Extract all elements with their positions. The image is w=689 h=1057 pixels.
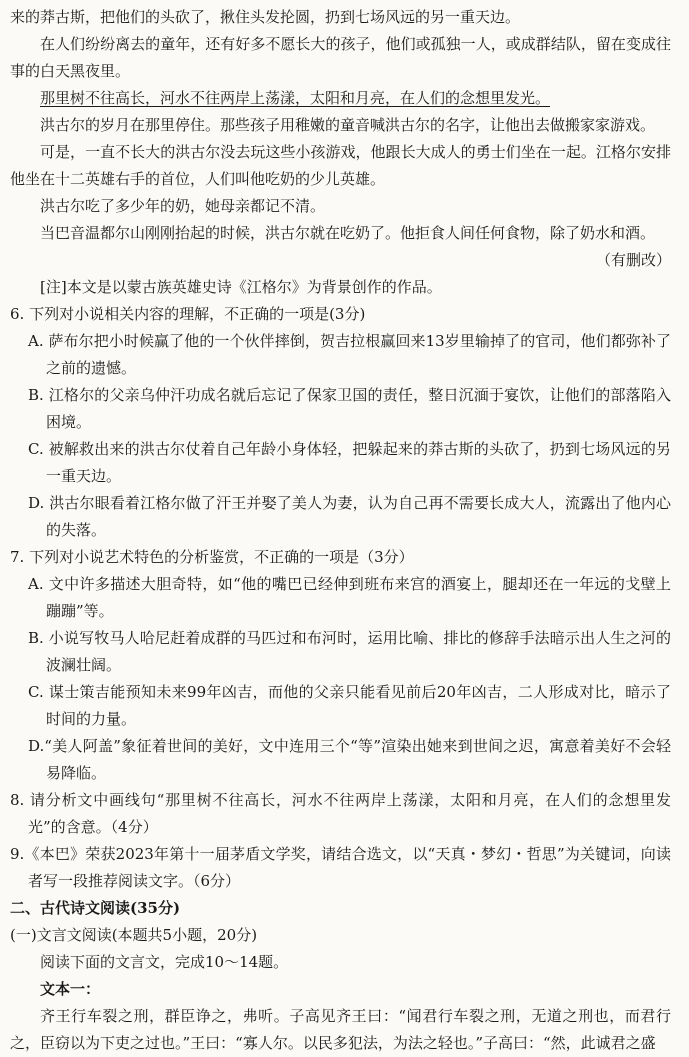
section-instruction: 阅读下面的文言文，完成10～14题。	[40, 953, 289, 971]
underlined-text: 那里树不往高长，河水不往两岸上荡漾，太阳和月亮，在人们的念想里发光。	[40, 89, 551, 107]
question-6-option-d: D. 洪古尔眼看着江格尔做了汗王并娶了美人为妻，认为自己再不需要长成大人，流露出了他内心的失落。	[28, 494, 671, 539]
annotation: [注]本文是以蒙古族英雄史诗《江格尔》为背景创作的作品。	[40, 278, 442, 296]
text-label: 文本一：	[40, 980, 101, 998]
passage-paragraph-1: 来的莽古斯，把他们的头砍了，揪住头发抡圆，扔到七场风远的另一重天边。	[10, 8, 521, 26]
question-7-option-b: B. 小说写牧马人哈尼赶着成群的马匹过和布河时，运用比喻、排比的修辞手法暗示出人生之河的波澜壮阔。	[28, 629, 671, 674]
passage-paragraph-7: 当巴音温都尔山刚刚抬起的时候，洪古尔就在吃奶了。他拒食人间任何食物，除了奶水和酒。	[40, 224, 656, 242]
section-subtitle: (一)文言文阅读(本题共5小题，20分)	[10, 926, 258, 944]
passage-paragraph-2: 在人们纷纷离去的童年，还有好多不愿长大的孩子，他们或孤独一人，或成群结队，留在变成往事的白天黑夜里。	[10, 35, 671, 80]
question-6-stem: 6. 下列对小说相关内容的理解，不正确的一项是(3分)	[10, 305, 366, 323]
question-6-option-b: B. 江格尔的父亲乌仲汗功成名就后忘记了保家卫国的责任，整日沉湎于宴饮，让他们的部落陷入困境。	[28, 386, 671, 431]
question-7-stem: 7. 下列对小说艺术特色的分析鉴赏，不正确的一项是（3分）	[10, 548, 414, 566]
question-9-stem: 9.《本巴》荣获2023年第十一届茅盾文学奖，请结合选文，以“天真・梦幻・哲思”为关键词，向读者写一段推荐阅读文字。（6分）	[10, 845, 671, 890]
underlined-sentence	[10, 85, 671, 112]
section-title: 二、古代诗文阅读(35分)	[10, 899, 181, 917]
source-note: （有删改）	[595, 251, 671, 269]
question-7-option-d: D.“美人阿盖”象征着世间的美好，文中连用三个“等”渲染出她来到世间之迟，寓意着美好不会轻易降临。	[28, 737, 671, 782]
question-7-option-a: A. 文中许多描述大胆奇特，如“他的嘴巴已经伸到班布来宫的酒宴上，腿却还在一年远的戈壁上蹦蹦”等。	[28, 575, 671, 620]
passage-paragraph-6: 洪古尔吃了多少年的奶，她母亲都记不清。	[40, 197, 326, 215]
passage-paragraph-5: 可是，一直不长大的洪古尔没去玩这些小孩游戏，他跟长大成人的勇士们坐在一起。江格尔安排他坐在十二英雄右手的首位，人们叫他吃奶的少儿英雄。	[10, 143, 671, 188]
classical-text: 齐王行车裂之刑，群臣诤之，弗听。子高见齐王曰：“闻君行车裂之刑，无道之刑也，而君行之，臣窃以为下吏之过也。”王曰：“寡人尔。以民多犯法，为法之轻也。”子高曰：“然，此诚君之盛	[10, 1007, 671, 1052]
question-7-option-c: C. 谋士策吉能预知未来99年凶吉，而他的父亲只能看见前后20年凶吉，二人形成对比，暗示了时间的力量。	[28, 683, 671, 728]
question-6-option-c: C. 被解救出来的洪古尔仗着自己年龄小身体轻，把躲起来的莽古斯的头砍了，扔到七场风远的另一重天边。	[28, 440, 671, 485]
question-8-stem: 8. 请分析文中画线句“那里树不往高长，河水不往两岸上荡漾，太阳和月亮，在人们的念想里发光”的含意。（4分）	[10, 791, 671, 836]
passage-paragraph-4: 洪古尔的岁月在那里停住。那些孩子用稚嫩的童音喊洪古尔的名字，让他出去做搬家家游戏。	[40, 116, 656, 134]
question-6-option-a: A. 萨布尔把小时候赢了他的一个伙伴摔倒，贺吉拉根赢回来13岁里输掉了的官司，他们都弥补了之前的遗憾。	[28, 332, 671, 377]
